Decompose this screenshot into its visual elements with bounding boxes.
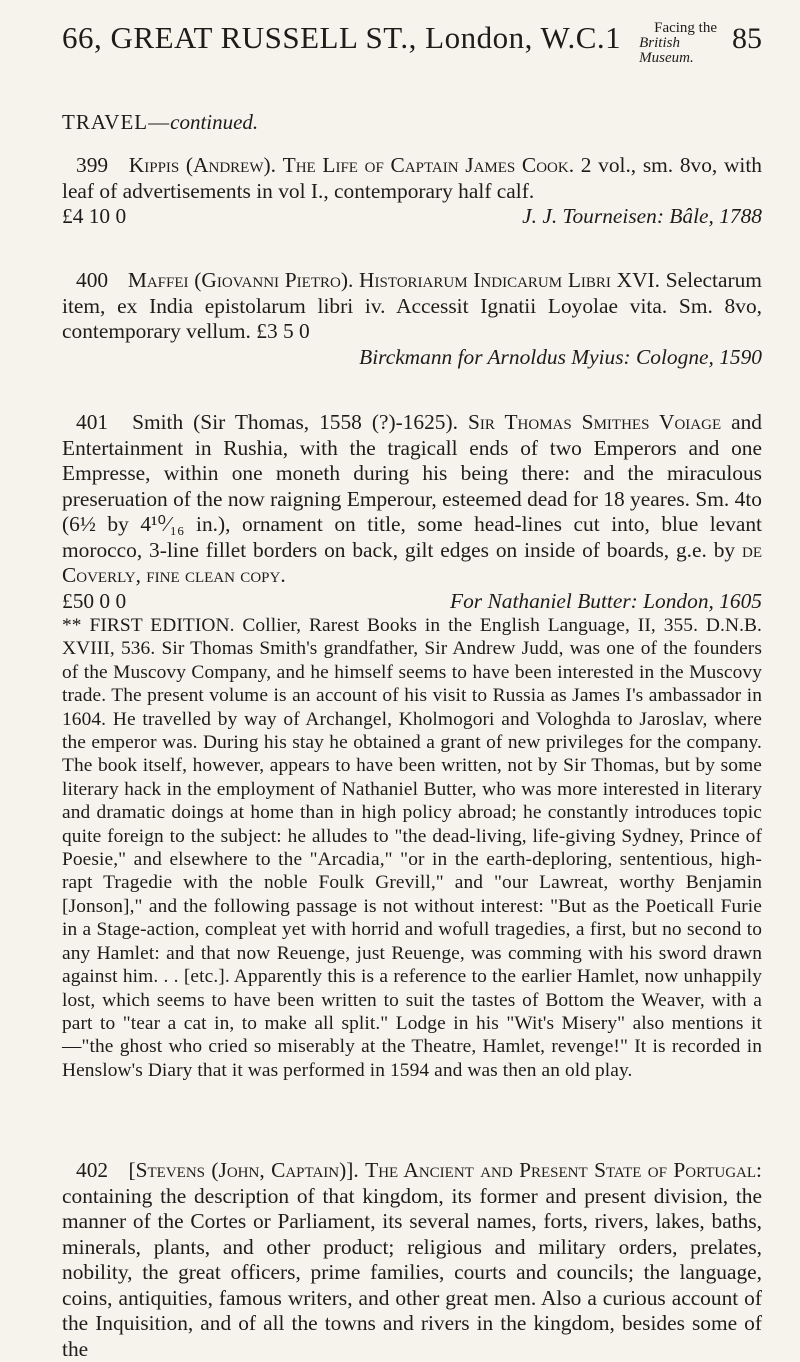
entry-price: £4 10 0 — [62, 204, 127, 228]
entry-details: and Entertainment in Rushia, with the tragicall ends of two Emperors and one Empresse, within one moneth during his being there: and the miraculous preseruation of the now raigning Emperour, esteemed dead for 18 yeares. Sm. 4to (6½ by 4¹⁰⁄₁₆ in.), ornament on title, some head-lines cut into, blue levant morocco, 3-line fillet borders on back, gilt edges on inside of boards, g.e. by — [62, 410, 762, 562]
entry-number: 401 — [76, 410, 109, 434]
entry-number: 402 — [76, 1158, 109, 1182]
entry-imprint: For Nathaniel Butter: London, 1605 — [450, 588, 762, 613]
page-number: 85 — [732, 22, 762, 55]
facing-line-2: British Museum. — [639, 35, 694, 66]
section-heading — [62, 110, 258, 135]
header-address: 66, GREAT RUSSELL ST., London, W.C.1 — [62, 20, 622, 55]
running-header — [62, 20, 762, 66]
entry-401-note: ** FIRST EDITION. Collier, Rarest Books in the English Language, II, 355. D.N.B. XVIII, 536. Sir Thomas Smith's grandfather, Sir Andrew Judd, was one of the founders of the Muscovy Company, and he himself seems to have been interested in the Muscovy trade. The present volume is an account of his visit to Russia as James I's ambassador in 1604. He travelled by way of Archangel, Kholmogori and Vologhda to Jaroslav, where the emperor was. During his stay he obtained a grant of new privileges for the company. The book itself, however, appears to have been written, not by Sir Thomas, but by some literary hack in the employment of Nathaniel Butter, who was more interested in literary and dramatic doings at home than in high policy abroad; he constantly introduces topic quite foreign to the subject: he alludes to "the dead-living, life-giving Sydney, Prince of Poesie," and elsewhere to the "Arcadia," "or in the earth-deploring, sententious, high-rapt Tragedie with the noble Foulk Grevill," and "our Lawreat, worthy Benjamin [Jonson]," and the following passage is not without interest: "But as the Poeticall Furie in a Stage-action, compleat yet with horrid and wofull tragedies, a first, but no second to any Hamlet: and that now Reuenge, just Reuenge, was comming with his sword drawn against him. . . [etc.]. Apparently this is a reference to the earlier Hamlet, now unhappily lost, which seems to have been written to suit the tastes of Bottom the Weaver, with a part to "tear a cat in, to make all split." Lodge in his "Wit's Misery" also mentions it—"the ghost who cried so miserably at the Theatre, Hamlet, revenge!" It is recorded in Henslow's Diary that it was performed in 1594 and was then an old play. — [62, 615, 762, 1081]
entry-binder-note: de Coverly, fine clean copy. — [62, 537, 762, 587]
section-continued: continued. — [170, 110, 259, 134]
entry-imprint: Birckmann for Arnoldus Myius: Cologne, 1590 — [359, 344, 762, 369]
section-title: TRAVEL— — [62, 110, 171, 134]
catalogue-entry-399 — [62, 153, 762, 230]
entry-number: 400 — [76, 268, 109, 292]
catalogue-entry-402 — [62, 1158, 762, 1362]
entry-imprint: J. J. Tourneisen: Bâle, 1788 — [522, 204, 762, 228]
header-facing-note — [639, 21, 732, 66]
entry-author: Smith (Sir Thomas, 1558 (?)-1625). — [132, 410, 458, 434]
entry-details: 2 vol., sm. 8vo, with leaf of advertisements in vol I., contemporary half calf. — [62, 153, 762, 203]
entry-title: Sir Thomas Smithes Voiage — [467, 410, 722, 434]
entry-title: The Life of Captain James Cook. — [282, 153, 575, 177]
entry-details: Selectarum item, ex India epistolarum libri iv. Accessit Ignatii Loyolae vita. Sm. 8vo, contemporary vellum. — [62, 268, 762, 343]
entry-title: The Ancient and Present State of Portugal: — [365, 1158, 762, 1182]
entry-title: Historiarum Indicarum Libri XVI. — [359, 268, 660, 292]
entry-price: £50 0 0 — [62, 588, 127, 613]
entry-author: [Stevens (John, Captain)]. — [128, 1158, 359, 1182]
entry-number: 399 — [76, 153, 109, 177]
facing-line-1: Facing the — [654, 20, 718, 36]
entry-price: £3 5 0 — [256, 319, 310, 343]
catalogue-entry-400 — [62, 268, 762, 370]
entry-details: containing the description of that kingdom, its former and present division, the manner of the Cortes or Parliament, its several names, forts, rivers, lakes, baths, minerals, plants, and other product; religious and military orders, prelates, nobility, the great officers, prime families, courts and councils; the language, coins, antiquities, famous writers, and other great men. Also a curious account of the Inquisition, and of all the towns and rivers in the kingdom, besides some of the — [62, 1183, 762, 1361]
entry-author: Kippis (Andrew). — [128, 153, 276, 177]
catalogue-entry-401 — [62, 410, 762, 614]
entry-author: Maffei (Giovanni Pietro). — [127, 268, 354, 292]
